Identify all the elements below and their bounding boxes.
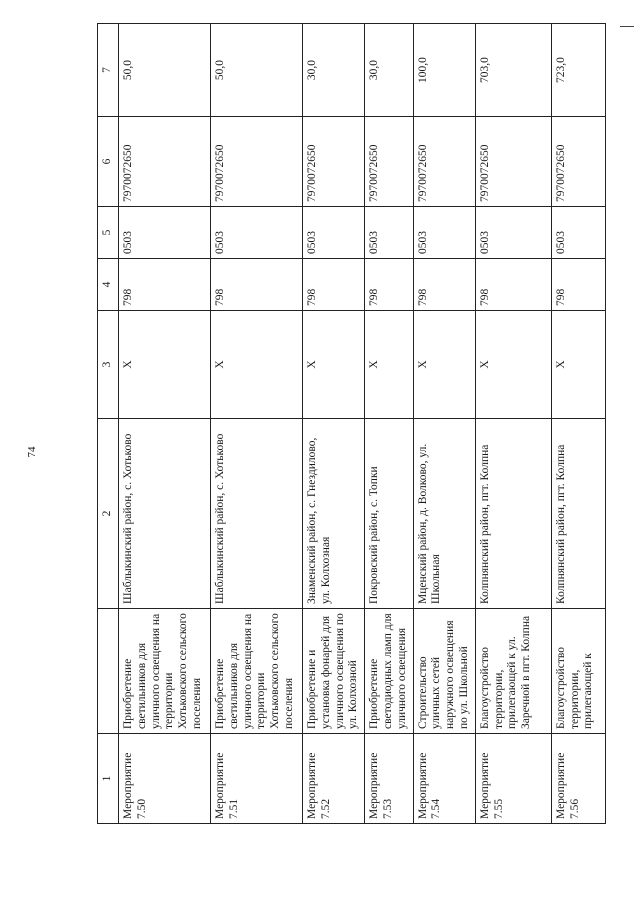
col7-cell: 30,0 <box>303 24 365 117</box>
measure-id-cell: Мероприятие 7.54 <box>413 734 475 824</box>
col3-cell: Х <box>211 311 303 419</box>
header-cell: 4 <box>98 259 119 311</box>
description-cell: Приобретение и установка фонарей для уличного освещения по ул. Колхозной <box>303 609 365 734</box>
col3-cell: Х <box>303 311 365 419</box>
col4-cell: 798 <box>303 259 365 311</box>
document-table-wrapper <box>97 24 595 824</box>
col6-cell: 7970072650 <box>119 117 211 207</box>
col5-cell: 0503 <box>211 207 303 259</box>
col6-cell: 7970072650 <box>551 117 605 207</box>
measure-id-cell: Мероприятие 7.50 <box>119 734 211 824</box>
header-cell: 2 <box>98 419 119 609</box>
col5-cell: 0503 <box>119 207 211 259</box>
col6-cell: 7970072650 <box>303 117 365 207</box>
header-cell <box>98 609 119 734</box>
header-cell: 6 <box>98 117 119 207</box>
col6-cell: 7970072650 <box>475 117 551 207</box>
col7-cell: 100,0 <box>413 24 475 117</box>
measures-table <box>97 23 606 824</box>
location-cell: Колпнянский район, пгт. Колпна <box>475 419 551 609</box>
description-cell: Благоустройство территории, прилегающей к ул. Заречной в пгт. Колпна <box>475 609 551 734</box>
description-cell: Приобретение светильников для уличного освещения на территории Хотьковского сельского поселения <box>211 609 303 734</box>
col5-cell: 0503 <box>551 207 605 259</box>
measure-id-cell: Мероприятие 7.55 <box>475 734 551 824</box>
location-cell: Знаменский район, с. Гнездилово, ул. Колхозная <box>303 419 365 609</box>
col3-cell: Х <box>365 311 413 419</box>
col4-cell: 798 <box>413 259 475 311</box>
col4-cell: 798 <box>365 259 413 311</box>
col5-cell: 0503 <box>303 207 365 259</box>
col5-cell: 0503 <box>365 207 413 259</box>
table-header-row <box>98 24 119 824</box>
measure-id-cell: Мероприятие 7.53 <box>365 734 413 824</box>
location-cell: Колпнянский район, пгт. Колпна <box>551 419 605 609</box>
col7-cell: 50,0 <box>119 24 211 117</box>
location-cell: Покровский район, с. Топки <box>365 419 413 609</box>
table-row <box>413 24 475 824</box>
header-cell: 1 <box>98 734 119 824</box>
col6-cell: 7970072650 <box>211 117 303 207</box>
col4-cell: 798 <box>475 259 551 311</box>
header-cell: 7 <box>98 24 119 117</box>
col3-cell: Х <box>119 311 211 419</box>
measure-id-cell: Мероприятие 7.52 <box>303 734 365 824</box>
table-row <box>365 24 413 824</box>
location-cell: Шаблыкинский район, с. Хотьково <box>211 419 303 609</box>
table-row <box>475 24 551 824</box>
col6-cell: 7970072650 <box>365 117 413 207</box>
table-row <box>303 24 365 824</box>
table-row <box>211 24 303 824</box>
col6-cell: 7970072650 <box>413 117 475 207</box>
measure-id-cell: Мероприятие 7.56 <box>551 734 605 824</box>
description-cell: Строительство уличных сетей наружного освещения по ул. Школьной <box>413 609 475 734</box>
description-cell: Приобретение светодиодных ламп для уличного освещения <box>365 609 413 734</box>
col7-cell: 30,0 <box>365 24 413 117</box>
col3-cell: Х <box>551 311 605 419</box>
col3-cell: Х <box>413 311 475 419</box>
col7-cell: 723,0 <box>551 24 605 117</box>
page-number: 74 <box>26 446 38 458</box>
header-cell: 5 <box>98 207 119 259</box>
scan-mark <box>620 26 634 27</box>
col7-cell: 703,0 <box>475 24 551 117</box>
col5-cell: 0503 <box>475 207 551 259</box>
header-cell: 3 <box>98 311 119 419</box>
col7-cell: 50,0 <box>211 24 303 117</box>
description-cell: Благоустройство территории, прилегающей к <box>551 609 605 734</box>
col3-cell: Х <box>475 311 551 419</box>
col4-cell: 798 <box>551 259 605 311</box>
table-row <box>119 24 211 824</box>
location-cell: Шаблыкинский район, с. Хотьково <box>119 419 211 609</box>
location-cell: Мценский район, д. Волково, ул. Школьная <box>413 419 475 609</box>
table-row <box>551 24 605 824</box>
measure-id-cell: Мероприятие 7.51 <box>211 734 303 824</box>
col4-cell: 798 <box>119 259 211 311</box>
description-cell: Приобретение светильников для уличного освещения на территории Хотьковского сельского поселения <box>119 609 211 734</box>
col4-cell: 798 <box>211 259 303 311</box>
col5-cell: 0503 <box>413 207 475 259</box>
